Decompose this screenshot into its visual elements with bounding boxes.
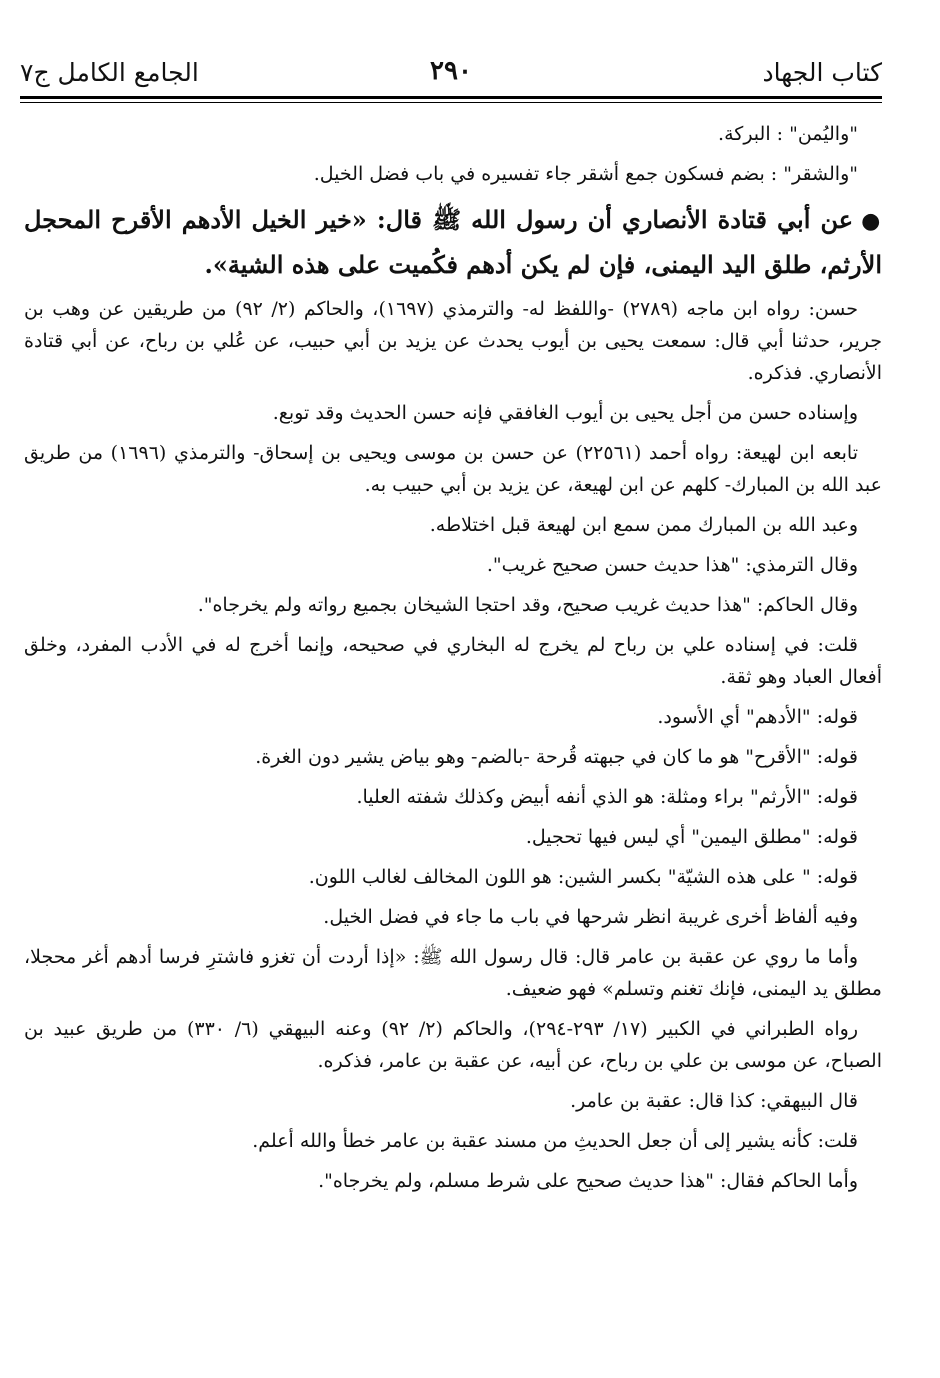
paragraph-note: قوله: "الأرثم" براء ومثلة: هو الذي أنفه أبيض وكذلك شفته العليا. [356,786,858,808]
paragraph-note: "واليُمن" : البركة. [718,123,858,145]
paragraph-note: وقال الحاكم: "هذا حديث غريب صحيح، وقد احتجا الشيخان بجميع رواته ولم يخرجاه". [197,594,858,616]
paragraph-note: قلت: كأنه يشير إلى أن جعل الحديثِ من مسند عقبة بن عامر خطأ والله أعلم. [252,1130,858,1152]
header-page-number: ٢٩٠ [430,56,472,86]
page-body [24,118,882,1205]
paragraph-note: وأما الحاكم فقال: "هذا حديث صحيح على شرط مسلم، ولم يخرجاه". [318,1170,858,1192]
paragraph-note: قلت: في إسناده علي بن رباح لم يخرج له البخاري في صحيحه، وإنما أخرج له في الأدب المفرد، وخلق أفعال العباد وهو ثقة. [24,634,882,688]
paragraph-note: وعبد الله بن المبارك ممن سمع ابن لهيعة قبل اختلاطه. [429,514,858,536]
paragraph-note: حسن: رواه ابن ماجه (٢٧٨٩) -واللفظ له- والترمذي (١٦٩٧)، والحاكم (٢/ ٩٢) من طريقين عن وهب بن جرير، حدثنا أبي قال: سمعت يحيى بن أيوب يحدث عن يزيد بن أبي حبيب، عن عُلي بن رباح، عن أبي قتادة الأنصاري. فذكره. [24,298,882,384]
header-section-title: كتاب الجهاد [762,58,882,87]
paragraph-note: قوله: " على هذه الشيّة" بكسر الشين: هو اللون المخالف لغالب اللون. [308,866,858,888]
header-rule-thin [20,102,882,103]
header-book-title: الجامع الكامل ج٧ [20,58,199,87]
paragraph-note: قوله: "مطلق اليمين" أي ليس فيها تحجيل. [525,826,858,848]
paragraph-note: "والشقر" : بضم فسكون جمع أشقر جاء تفسيره في باب فضل الخيل. [313,163,858,185]
paragraph-note: قوله: "الأدهم" أي الأسود. [657,706,858,728]
hadith-body: عن أبي قتادة الأنصاري أن رسول الله ﷺ قال: «خير الخيل الأدهم الأقرح المحجل الأرثم، طلق اليد اليمنى، فإن لم يكن أدهم فكُميت على هذه الشية». [24,205,882,279]
paragraph-note: رواه الطبراني في الكبير (١٧/ ٢٩٣-٢٩٤)، والحاكم (٢/ ٩٢) وعنه البيهقي (٦/ ٣٣٠) من طريق عبيد بن الصباح، عن موسى بن علي بن رباح، عن أبيه، عن عقبة بن عامر، فذكره. [24,1018,882,1072]
paragraph-note: وأما ما روي عن عقبة بن عامر قال: قال رسول الله ﷺ: «إذا أردت أن تغزو فاشترِ فرسا أدهم أغر محجلا، مطلق يد اليمنى، فإنك تغنم وتسلم» فهو ضعيف. [24,946,882,1000]
header-rule-thick [20,96,882,99]
page-header [20,52,882,94]
hadith-text [24,198,882,287]
paragraph-note: وقال الترمذي: "هذا حديث حسن صحيح غريب". [486,554,858,576]
paragraph-note: وفيه ألفاظ أخرى غريبة انظر شرحها في باب ما جاء في فضل الخيل. [323,906,858,928]
paragraph-note: قوله: "الأقرح" هو ما كان في جبهته قُرحة -بالضم- وهو بياض يشير دون الغرة. [255,746,858,768]
paragraph-note: قال البيهقي: كذا قال: عقبة بن عامر. [570,1090,858,1112]
bullet-icon: ● [861,208,882,234]
paragraph-note: تابعه ابن لهيعة: رواه أحمد (٢٢٥٦١) عن حسن بن موسى ويحيى بن إسحاق- والترمذي (١٦٩٦) من طريق عبد الله بن المبارك- كلهم عن ابن لهيعة، عن يزيد بن أبي حبيب به. [24,442,882,496]
paragraph-note: وإسناده حسن من أجل يحيى بن أيوب الغافقي فإنه حسن الحديث وقد توبع. [272,402,858,424]
